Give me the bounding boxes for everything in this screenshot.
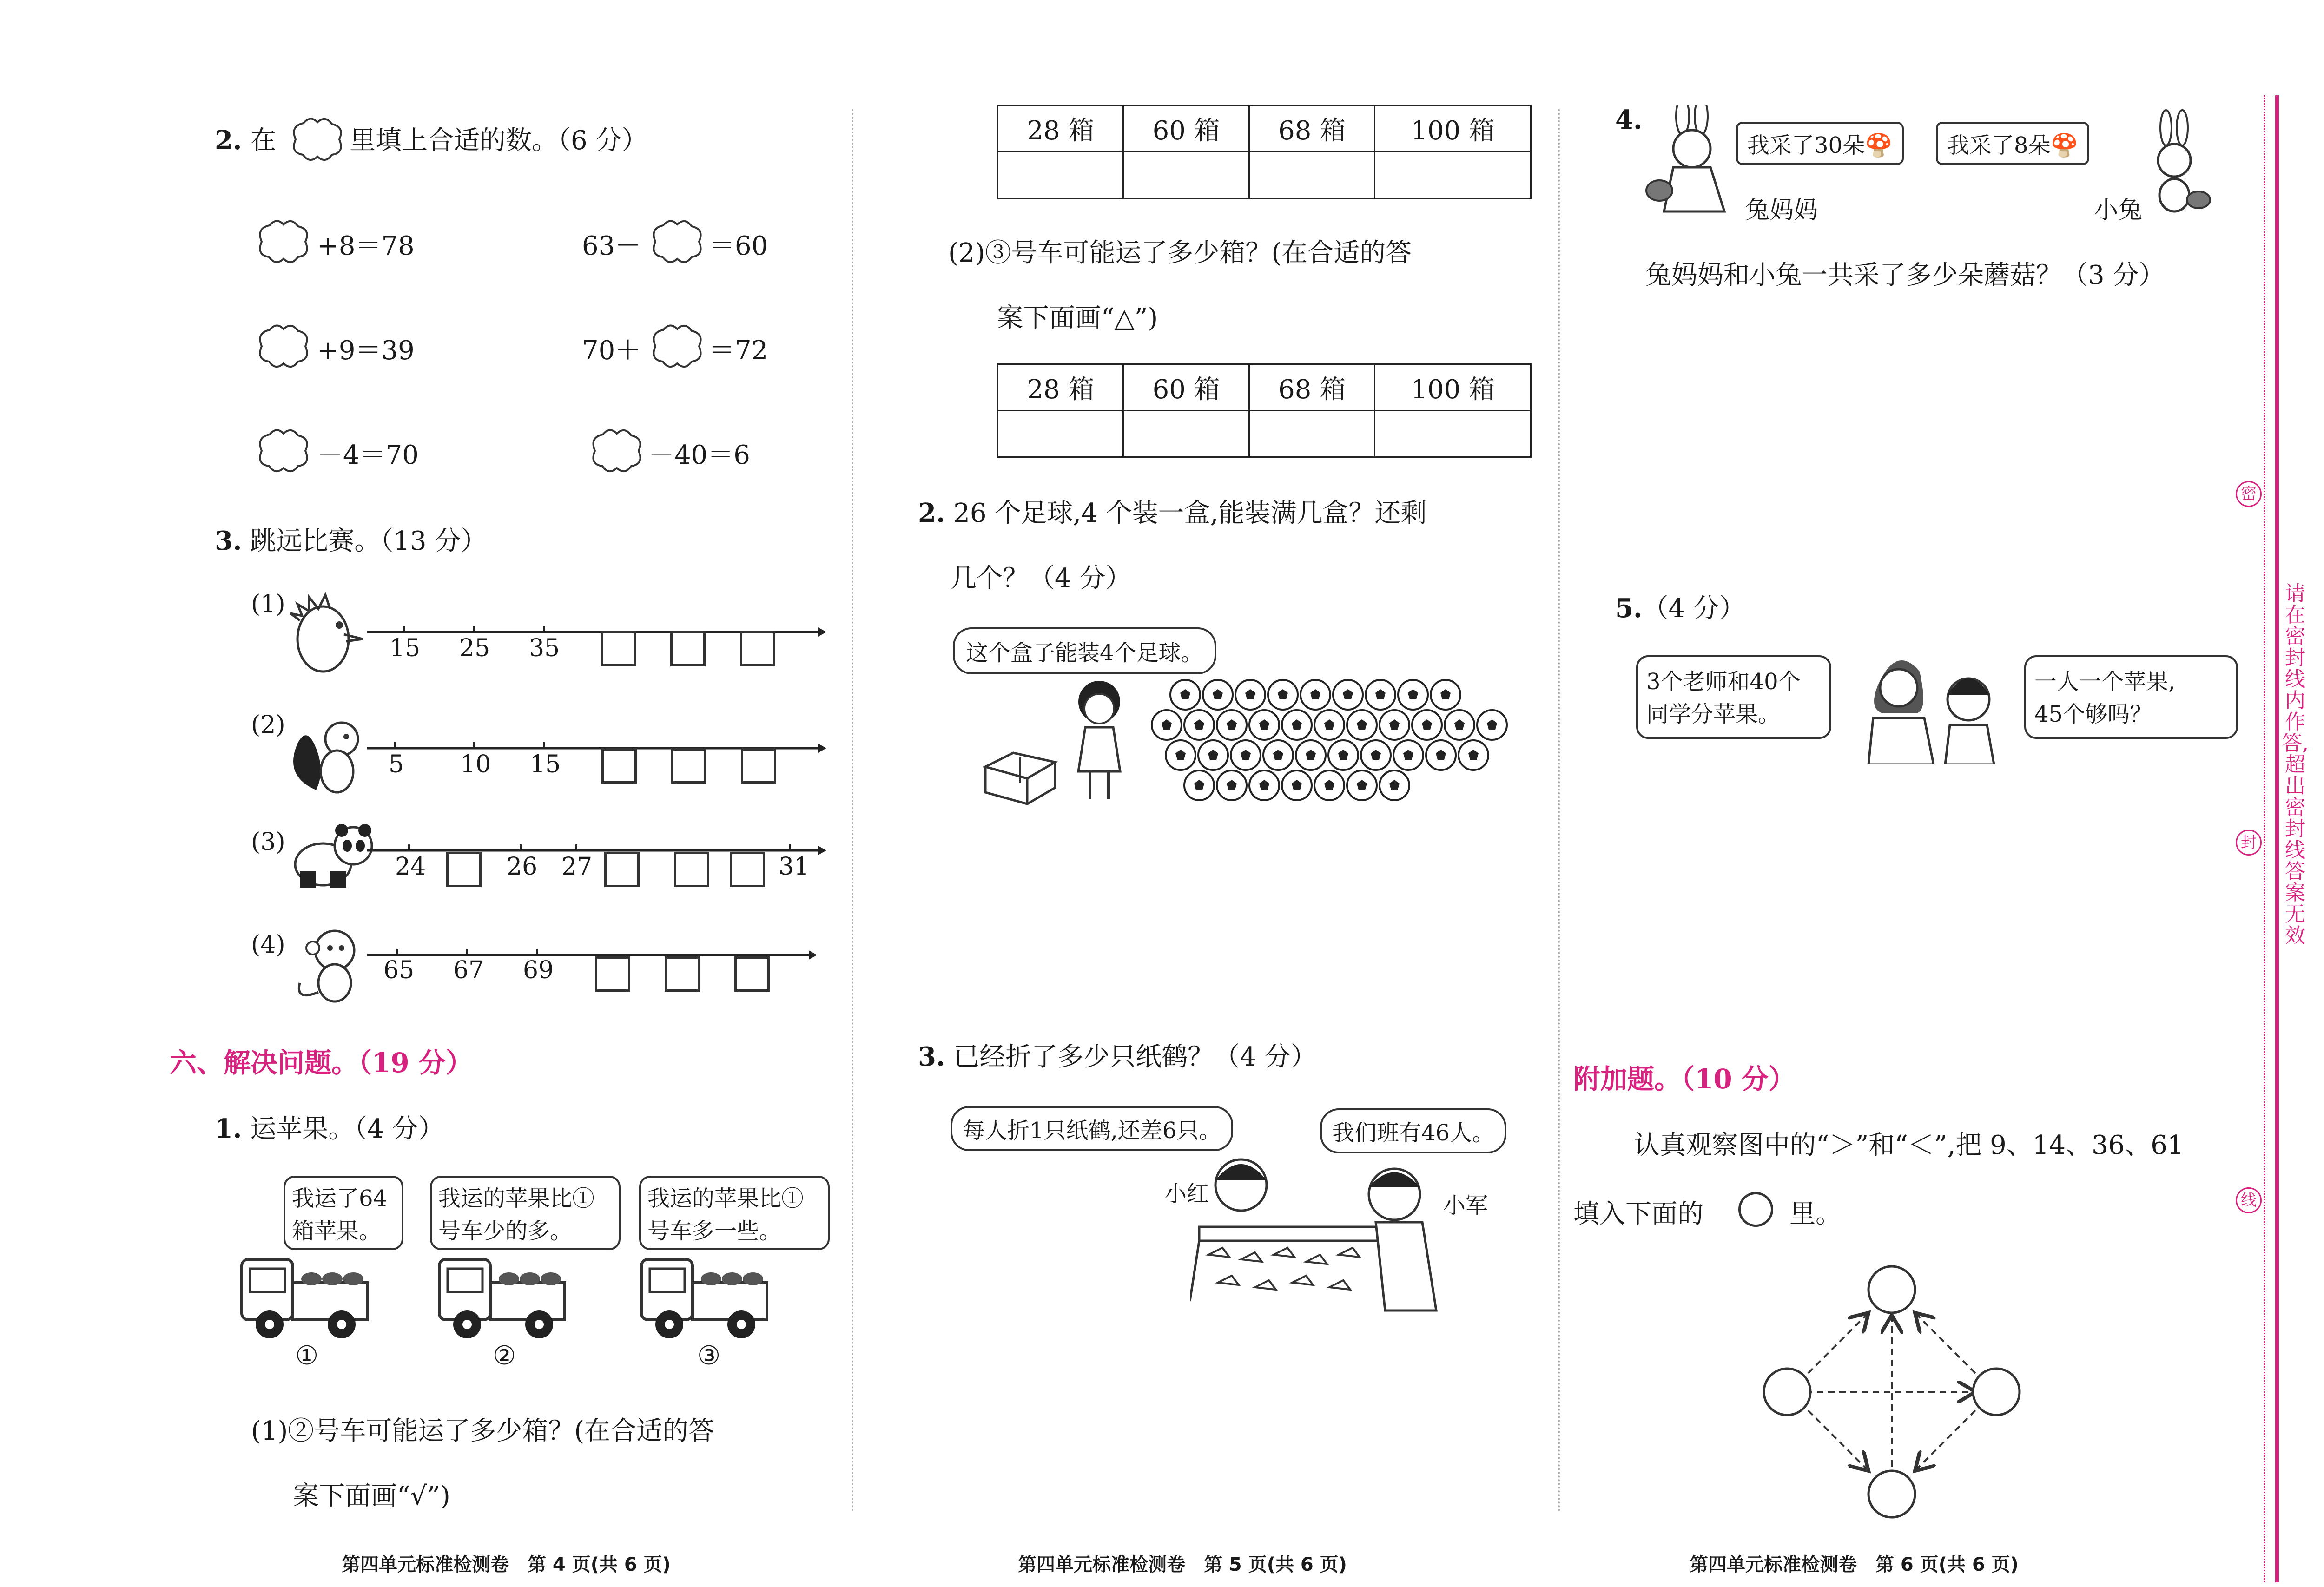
bonus-instruction-2-pre: 填入下面的 <box>1573 1199 1703 1229</box>
diagram-circle-bottom <box>1868 1471 1915 1517</box>
answer-table-2 <box>997 363 1532 458</box>
soccer-ball <box>1282 710 1312 740</box>
truck-number: ③ <box>697 1341 721 1371</box>
soccer-ball <box>1393 740 1423 770</box>
p5-q2-line1: 2. 26 个足球,4 个装一盒,能装满几盒？还剩 <box>918 498 1427 528</box>
answer-cell[interactable] <box>1375 411 1531 457</box>
name-mom-rabbit: 兔妈妈 <box>1745 197 1818 224</box>
tick-label: 10 <box>460 751 491 778</box>
flower-blank[interactable] <box>253 321 314 372</box>
truck3-speech-bubble: 我运的苹果比① 号车多一些。 <box>639 1176 830 1250</box>
soccer-ball <box>1152 710 1182 740</box>
squirrel-icon <box>288 706 367 799</box>
teacher-speech-bubble: 3个老师和40个 同学分苹果。 <box>1636 655 1831 739</box>
soccer-ball <box>1380 770 1409 800</box>
monkey-icon <box>290 922 370 1006</box>
seal-line-dotted <box>2264 95 2265 1582</box>
soccer-ball <box>1217 770 1247 800</box>
soccer-ball <box>1477 710 1507 740</box>
table-header: 100 箱 <box>1375 364 1531 411</box>
table-header: 68 箱 <box>1249 105 1374 152</box>
inequality-diagram <box>1762 1259 2036 1524</box>
diagram-circle-right <box>1973 1369 2020 1415</box>
equation: 70＋ <box>582 336 641 366</box>
soccer-ball <box>1426 740 1456 770</box>
little-rabbit-icon <box>2133 109 2217 216</box>
footer-page-5: 第四单元标准检测卷 第 5 页(共 6 页) <box>1018 1554 1347 1575</box>
bonus-instruction-2-post: 里。 <box>1789 1199 1842 1229</box>
line-label: (2) <box>251 711 285 739</box>
soccer-ball <box>1380 710 1409 740</box>
answer-box[interactable] <box>674 852 709 887</box>
hedgehog-icon <box>288 588 367 681</box>
answer-cell[interactable] <box>1123 411 1249 457</box>
answer-cell[interactable] <box>1249 411 1374 457</box>
p6-q5-title: 5.（4 分） <box>1615 593 1745 624</box>
flower-blank[interactable] <box>647 321 707 372</box>
name-xiaojun: 小军 <box>1443 1192 1488 1218</box>
soccer-ball <box>1366 680 1395 710</box>
girl-with-box-icon <box>981 674 1139 809</box>
truck-number: ① <box>295 1341 319 1371</box>
soccer-ball <box>1170 680 1200 710</box>
soccer-ball <box>1249 770 1279 800</box>
soccer-ball <box>1347 770 1377 800</box>
answer-box[interactable] <box>671 748 706 784</box>
mom-speech-bubble: 我采了30朵🍄 <box>1736 122 1904 165</box>
table-header: 60 箱 <box>1123 105 1249 152</box>
student-speech-bubble: 一人一个苹果, 45个够吗？ <box>2024 655 2238 739</box>
table-header: 100 箱 <box>1375 105 1531 152</box>
kid-speech-bubble: 我采了8朵🍄 <box>1936 122 2089 165</box>
table-header: 28 箱 <box>998 364 1123 411</box>
flower-blank[interactable] <box>587 425 647 476</box>
panda-icon <box>290 820 374 890</box>
answer-cell[interactable] <box>1123 152 1249 198</box>
flower-blank-icon <box>287 114 348 165</box>
column-divider-1 <box>852 109 853 1513</box>
soccer-ball <box>1282 770 1312 800</box>
equation: －40＝6 <box>648 440 750 470</box>
p4-q1-title: 1. 运苹果。（4 分） <box>215 1113 444 1144</box>
answer-box[interactable] <box>741 748 776 784</box>
answer-box[interactable] <box>604 852 640 887</box>
answer-box[interactable] <box>595 956 630 992</box>
p4-q2-instruction: 里填上合适的数。（6 分） <box>350 125 648 156</box>
truck-3-icon <box>637 1250 776 1343</box>
line-label: (4) <box>251 931 285 959</box>
soccer-ball <box>1296 740 1326 770</box>
soccer-ball <box>1231 740 1261 770</box>
tick-label: 25 <box>459 634 490 662</box>
soccer-ball <box>1361 740 1391 770</box>
soccer-ball <box>1235 680 1265 710</box>
soccer-ball <box>1217 710 1247 740</box>
truck2-speech-bubble: 我运的苹果比① 号车少的多。 <box>430 1176 621 1250</box>
p4-q2-question: 2. 在 <box>215 125 277 156</box>
bonus-heading: 附加题。（10 分） <box>1573 1063 1796 1095</box>
soccer-ball <box>1314 770 1344 800</box>
answer-box[interactable] <box>740 631 775 666</box>
soccer-ball <box>1198 740 1228 770</box>
bonus-instruction-1: 认真观察图中的“＞”和“＜”,把 9、14、36、61 <box>1634 1130 2184 1160</box>
answer-table-1 <box>997 105 1532 199</box>
soccer-ball <box>1459 740 1488 770</box>
seal-warning-text: 请在密封线内作答,超出密封线答案无效 <box>2282 582 2309 948</box>
answer-box[interactable] <box>665 956 700 992</box>
column-divider-2 <box>1558 109 1560 1513</box>
tick-label: 31 <box>779 853 810 881</box>
tick-label: 69 <box>523 956 554 984</box>
seal-mark: 线 <box>2236 1187 2262 1213</box>
box-speech-bubble: 这个盒子能装4个足球。 <box>953 627 1216 674</box>
mother-rabbit-icon <box>1645 105 1748 216</box>
mushroom-icon: 🍄 <box>2050 132 2079 158</box>
flower-blank[interactable] <box>647 216 707 267</box>
teacher-and-student-icon <box>1864 644 2003 764</box>
equation: 63－ <box>582 231 641 261</box>
soccer-ball <box>1166 740 1195 770</box>
soccer-ball <box>1263 740 1293 770</box>
equation: ＝72 <box>709 336 768 366</box>
tick-label: 24 <box>395 853 426 881</box>
soccer-ball <box>1184 710 1214 740</box>
truck-1-icon <box>237 1250 376 1343</box>
answer-cell[interactable] <box>998 411 1123 457</box>
footer-page-4: 第四单元标准检测卷 第 4 页(共 6 页) <box>342 1554 671 1575</box>
answer-cell[interactable] <box>1249 152 1374 198</box>
soccer-ball <box>1333 680 1363 710</box>
tick-label: 27 <box>561 853 593 881</box>
line-label: (1) <box>251 590 285 618</box>
answer-cell[interactable] <box>1375 152 1531 198</box>
tick-label: 65 <box>383 956 415 984</box>
soccer-ball <box>1249 710 1279 740</box>
answer-box[interactable] <box>734 956 770 992</box>
soccer-ball <box>1314 710 1344 740</box>
mushroom-icon: 🍄 <box>1865 132 1893 158</box>
flower-blank[interactable] <box>253 425 314 476</box>
tick-label: 67 <box>453 956 484 984</box>
answer-box[interactable] <box>446 852 482 887</box>
p6-q4-question: 兔妈妈和小兔一共采了多少朵蘑菇？（3 分） <box>1645 260 2165 290</box>
tick-label: 15 <box>530 751 561 778</box>
seal-mark: 密 <box>2236 481 2262 507</box>
soccer-ball <box>1445 710 1474 740</box>
diagram-circle-left <box>1764 1369 1810 1415</box>
tick-label: 35 <box>529 634 560 662</box>
p5-q2-line2: 几个？（4 分） <box>951 563 1132 593</box>
soccer-ball <box>1398 680 1428 710</box>
table-header: 68 箱 <box>1249 364 1374 411</box>
p4-sub1-line1: (1)②号车可能运了多少箱？(在合适的答 <box>251 1416 715 1446</box>
truck-2-icon <box>435 1250 574 1343</box>
tick-label: 26 <box>507 853 538 881</box>
soccer-ball <box>1412 710 1442 740</box>
equation: ＝60 <box>709 231 768 261</box>
name-xiaohong: 小红 <box>1164 1181 1209 1207</box>
tick-label: 15 <box>390 634 421 662</box>
name-little-rabbit: 小兔 <box>2094 197 2143 224</box>
soccer-ball <box>1203 680 1233 710</box>
section-six-heading: 六、解决问题。（19 分） <box>170 1047 473 1079</box>
table-header: 28 箱 <box>998 105 1123 152</box>
seal-line <box>2275 95 2279 1582</box>
line-label: (3) <box>251 828 285 856</box>
diagram-circle-top <box>1868 1266 1915 1313</box>
soccer-balls-icon <box>1148 672 1529 811</box>
answer-box[interactable] <box>601 748 637 784</box>
p5-q3-title: 3. 已经折了多少只纸鹤？（4 分） <box>918 1041 1317 1072</box>
flower-blank[interactable] <box>253 216 314 267</box>
table-header: 60 箱 <box>1123 364 1249 411</box>
footer-page-6: 第四单元标准检测卷 第 6 页(共 6 页) <box>1690 1554 2019 1575</box>
equation: +8＝78 <box>317 231 415 261</box>
truck1-speech-bubble: 我运了64 箱苹果。 <box>284 1176 403 1250</box>
truck-number: ② <box>493 1341 516 1371</box>
answer-box[interactable] <box>730 852 765 887</box>
tick-label: 5 <box>389 751 404 778</box>
seal-mark: 封 <box>2236 830 2262 856</box>
soccer-ball <box>1184 770 1214 800</box>
p4-q3-title: 3. 跳远比赛。（13 分） <box>215 526 487 556</box>
answer-box[interactable] <box>670 631 706 666</box>
answer-cell[interactable] <box>998 152 1123 198</box>
equation: +9＝39 <box>317 336 415 366</box>
answer-box[interactable] <box>601 631 636 666</box>
p6-q4-number: 4. <box>1615 105 1643 135</box>
soccer-ball <box>1328 740 1358 770</box>
circle-blank-icon <box>1738 1192 1773 1227</box>
soccer-ball <box>1347 710 1377 740</box>
p4-sub1-line2: 案下面画“√”) <box>293 1481 450 1511</box>
soccer-ball <box>1268 680 1298 710</box>
p5-sub2-line1: (2)③号车可能运了多少箱？(在合适的答 <box>948 238 1412 268</box>
children-folding-cranes-icon <box>1190 1143 1450 1320</box>
soccer-ball <box>1301 680 1330 710</box>
p5-sub2-line2: 案下面画“△”) <box>997 303 1158 333</box>
soccer-ball <box>1431 680 1460 710</box>
crane-speech-bubble-2: 我们班有46人。 <box>1320 1108 1506 1153</box>
crane-speech-bubble-1: 每人折1只纸鹤,还差6只。 <box>951 1106 1233 1151</box>
equation: －4＝70 <box>317 440 419 470</box>
